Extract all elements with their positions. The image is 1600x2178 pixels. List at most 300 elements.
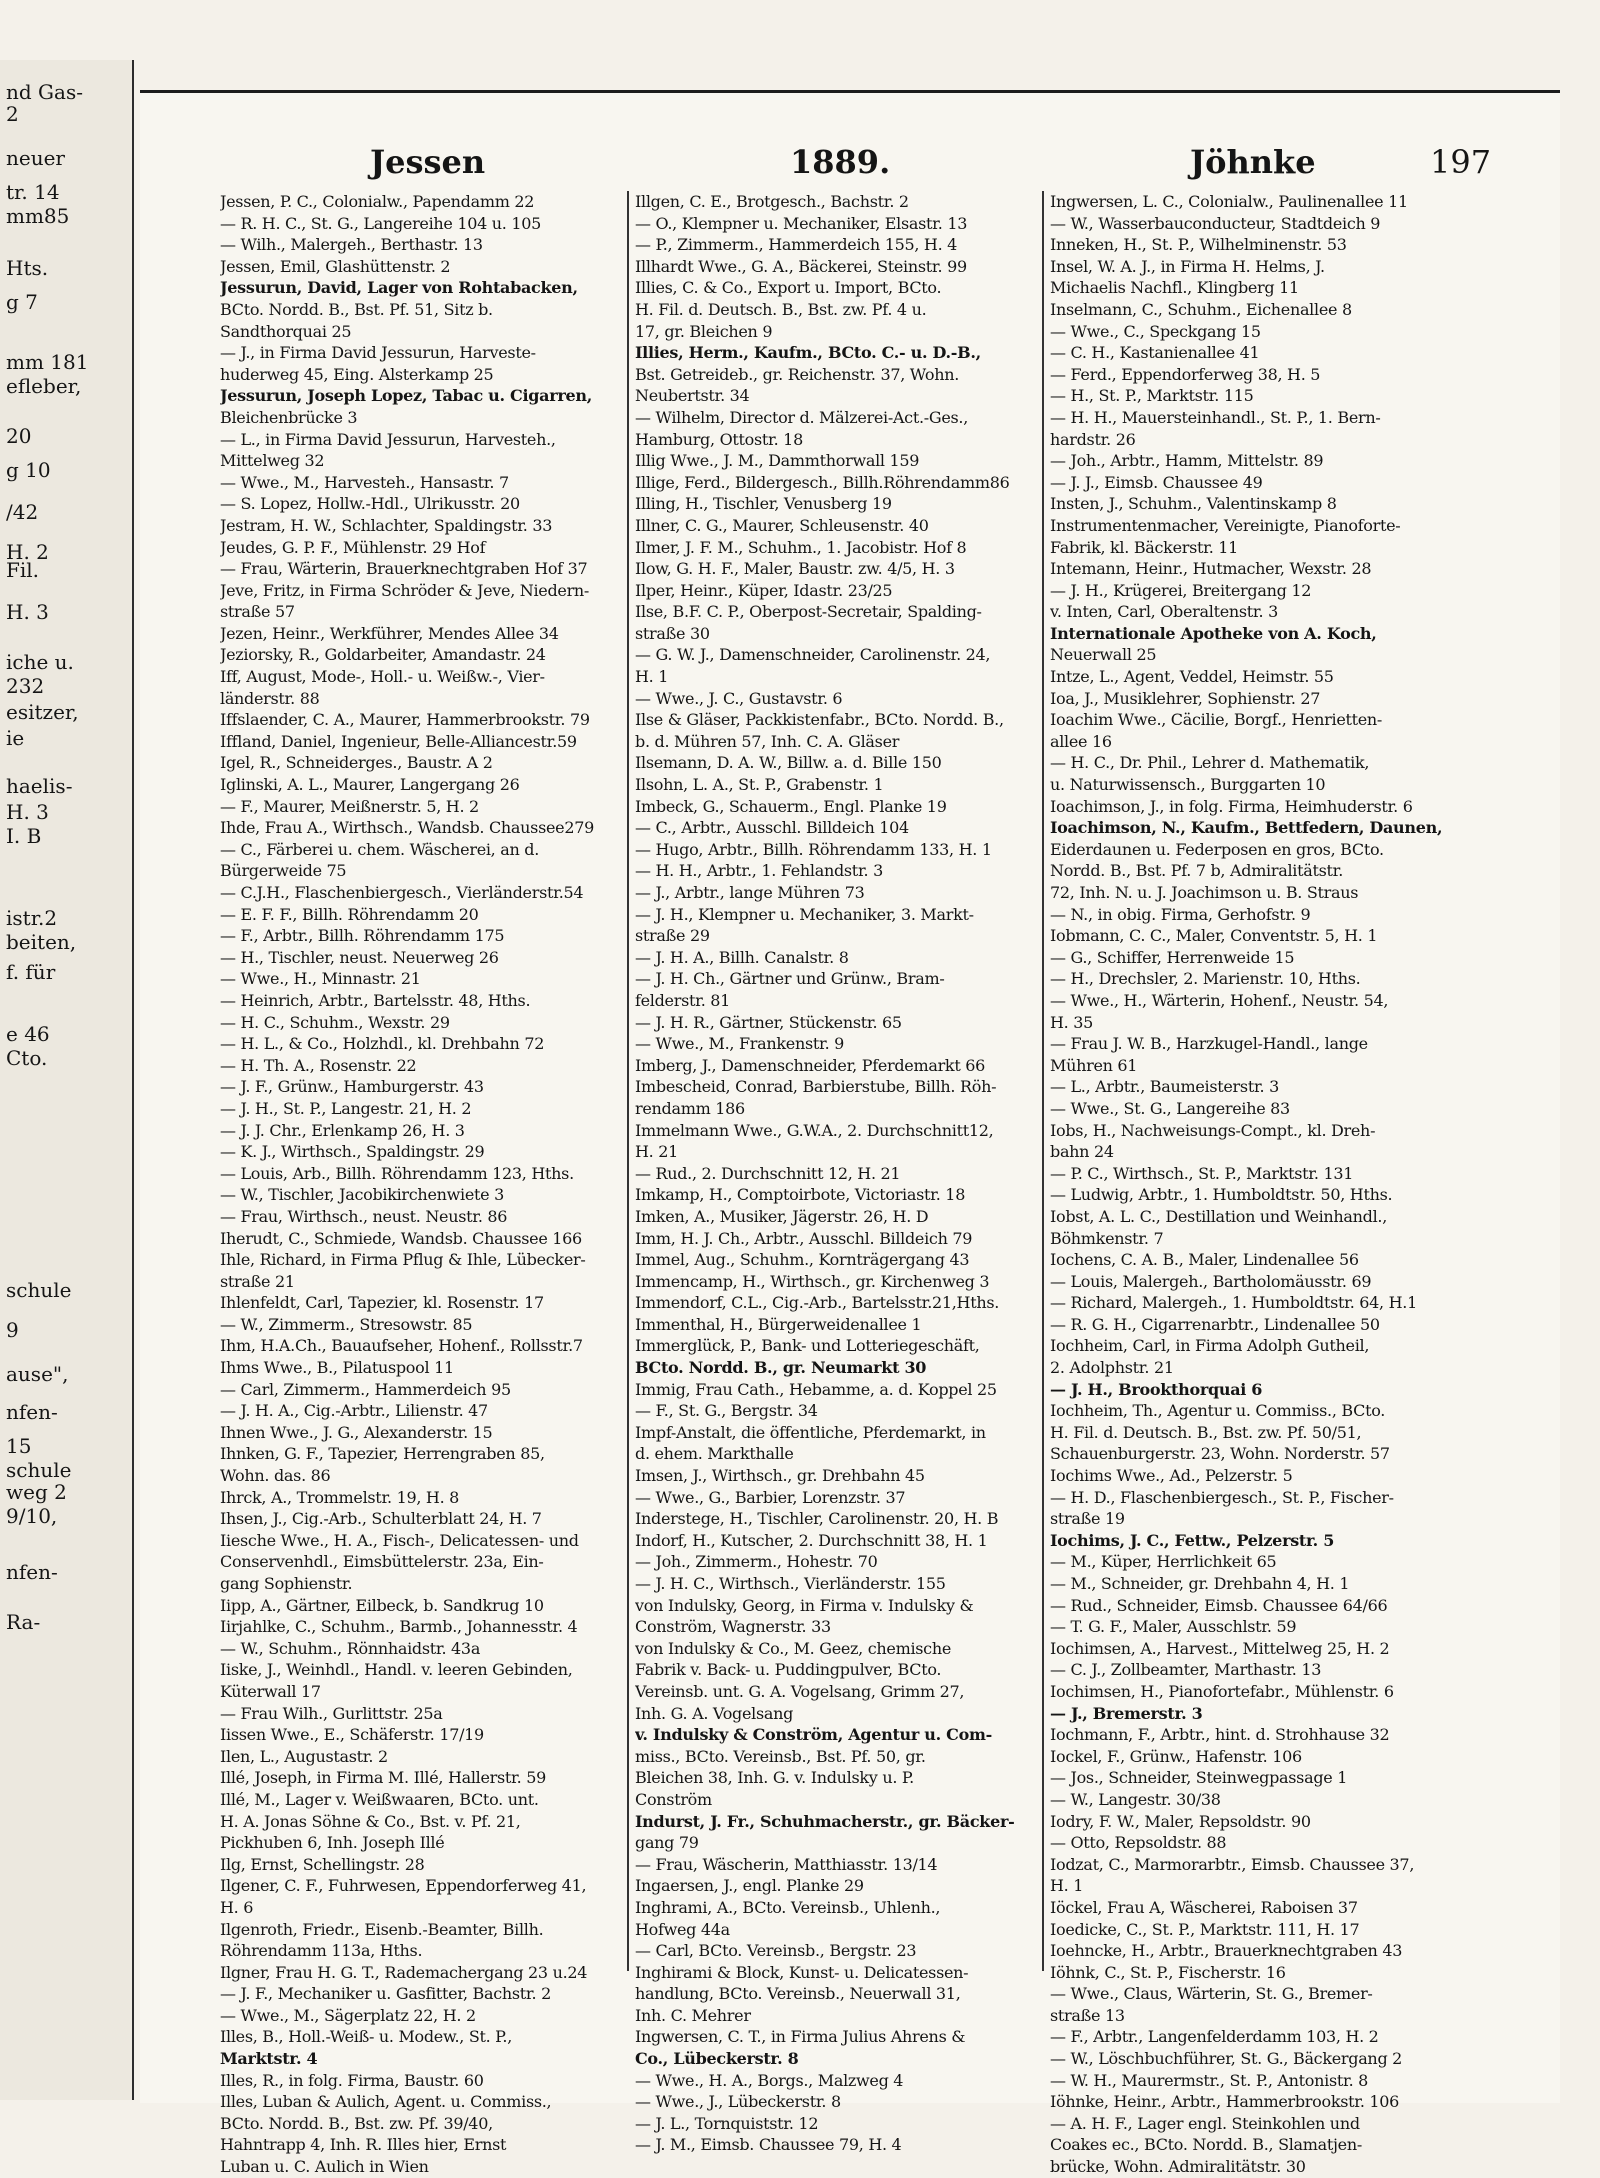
directory-entry-line: — Wwe., M., Frankenstr. 9	[635, 1034, 845, 1054]
directory-entry-line: Ingwersen, L. C., Colonialw., Paulinenallee 11	[1050, 192, 1408, 211]
directory-entry-line: — A. H. F., Lager engl. Steinkohlen und	[1050, 2113, 1360, 2133]
fragment-text: nd Gas-	[6, 80, 83, 104]
directory-entry-line: — K. J., Wirthsch., Spaldingstr. 29	[220, 1142, 485, 1162]
directory-entry-line: — J. L., Tornquiststr. 12	[635, 2113, 819, 2133]
directory-entry-line: — W., Wasserbauconducteur, Stadtdeich 9	[1050, 213, 1381, 233]
directory-entry-line: Ilse & Gläser, Packkistenfabr., BCto. Nordd. B.,	[635, 710, 1004, 730]
directory-entry-line: — Frau, Wäscherin, Matthiasstr. 13/14	[635, 1854, 938, 1874]
directory-entry-line: Conservenhdl., Eimsbüttelerstr. 23a, Ein-	[220, 1552, 544, 1572]
directory-entry-line: Iochmann, F., Arbtr., hint. d. Strohhause 32	[1050, 1725, 1390, 1745]
directory-entry-line: Iockel, F., Grünw., Hafenstr. 106	[1050, 1746, 1302, 1766]
directory-entry-line: Hamburg, Ottostr. 18	[635, 429, 803, 449]
directory-entry-line: 17, gr. Bleichen 9	[635, 321, 773, 341]
directory-entry-line: Iochheim, Th., Agentur u. Commiss., BCto.	[1050, 1401, 1386, 1421]
directory-entry-line: Ihnken, G. F., Tapezier, Herrengraben 85,	[220, 1444, 545, 1464]
directory-entry-line: v. Inten, Carl, Oberaltenstr. 3	[1050, 602, 1278, 622]
directory-entry-line: Marktstr. 4	[220, 2049, 318, 2069]
directory-entry-line: — P. C., Wirthsch., St. P., Marktstr. 131	[1050, 1163, 1354, 1183]
directory-entry-line: — C., Färberei u. chem. Wäscherei, an d.	[220, 839, 540, 859]
directory-entry-line: miss., BCto. Vereinsb., Bst. Pf. 50, gr.	[635, 1746, 926, 1766]
directory-entry-line: Insten, J., Schuhm., Valentinskamp 8	[1050, 494, 1337, 514]
directory-entry-line: Ilgner, Frau H. G. T., Rademachergang 23 u.24	[220, 1962, 588, 1982]
directory-entry-line: Neubertstr. 34	[635, 386, 750, 406]
fragment-text: Cto.	[6, 1046, 48, 1070]
directory-entry-line: BCto. Nordd. B., Bst. zw. Pf. 39/40,	[220, 2113, 493, 2133]
directory-entry-line: Bst. Getreideb., gr. Reichenstr. 37, Wohn.	[635, 364, 959, 384]
directory-entry-line: — O., Klempner u. Mechaniker, Elsastr. 13	[635, 213, 968, 233]
directory-entry-line: — Jos., Schneider, Steinwegpassage 1	[1050, 1768, 1348, 1788]
directory-entry-line: Imsen, J., Wirthsch., gr. Drehbahn 45	[635, 1466, 925, 1486]
directory-entry-line: Iherudt, C., Schmiede, Wandsb. Chaussee 166	[220, 1228, 582, 1248]
directory-entry-line: Inh. G. A. Vogelsang	[635, 1703, 794, 1723]
directory-entry-line: Inh. C. Mehrer	[635, 2005, 751, 2025]
directory-entry-line: 2. Adolphstr. 21	[1050, 1358, 1174, 1378]
directory-entry-line: Immelmann Wwe., G.W.A., 2. Durchschnitt12,	[635, 1120, 994, 1140]
directory-entry-line: — N., in obig. Firma, Gerhofstr. 9	[1050, 904, 1311, 924]
directory-entry-line: Ingaersen, J., engl. Planke 29	[635, 1876, 864, 1896]
directory-entry-line: — J. H. Ch., Gärtner und Grünw., Bram-	[635, 969, 945, 989]
directory-entry-line: Sandthorquai 25	[220, 321, 352, 341]
directory-entry-line: — Wwe., J., Lübeckerstr. 8	[635, 2092, 841, 2112]
directory-entry-line: — Wwe., G., Barbier, Lorenzstr. 37	[635, 1487, 906, 1507]
directory-entry-line: Ingwersen, C. T., in Firma Julius Ahrens &	[635, 2027, 966, 2047]
directory-entry-line: Fabrik, kl. Bäckerstr. 11	[1050, 537, 1239, 557]
directory-entry-line: — H., Drechsler, 2. Marienstr. 10, Hths.	[1050, 969, 1361, 989]
directory-entry-line: — M., Schneider, gr. Drehbahn 4, H. 1	[1050, 1574, 1350, 1593]
directory-entry-line: — S. Lopez, Hollw.-Hdl., Ulrikusstr. 20	[220, 494, 520, 514]
directory-entry-line: Mühren 61	[1050, 1055, 1138, 1075]
directory-entry-line: Jeziorsky, R., Goldarbeiter, Amandastr. 24	[220, 645, 546, 665]
directory-entry-line: Inselmann, C., Schuhm., Eichenallee 8	[1050, 299, 1352, 319]
directory-entry-line: Ilow, G. H. F., Maler, Baustr. zw. 4/5, H. 3	[635, 559, 955, 579]
page-number: 197	[1430, 143, 1492, 181]
directory-entry-line: — Louis, Arb., Billh. Röhrendamm 123, Hths.	[220, 1163, 574, 1183]
directory-entry-line: Imbescheid, Conrad, Barbierstube, Billh. Röh-	[635, 1077, 997, 1097]
directory-entry-line: — W., Zimmerm., Stresowstr. 85	[220, 1314, 473, 1334]
directory-entry-line: H. Fil. d. Deutsch. B., Bst. zw. Pf. 50/51,	[1050, 1422, 1362, 1442]
directory-entry-line: — J., in Firma David Jessurun, Harveste-	[220, 343, 536, 363]
directory-entry-line: Iffland, Daniel, Ingenieur, Belle-Alliancestr.59	[220, 731, 577, 751]
directory-entry-line: H. 1	[635, 667, 669, 687]
directory-entry-line: — Frau J. W. B., Harzkugel-Handl., lange	[1050, 1034, 1368, 1054]
directory-entry-line: Ilen, L., Augustastr. 2	[220, 1746, 388, 1766]
directory-entry-line: — C. J., Zollbeamter, Marthastr. 13	[1050, 1660, 1322, 1680]
fragment-text: /42	[6, 500, 39, 524]
directory-column-2	[635, 191, 1040, 2156]
directory-entry-line: Neuerwall 25	[1050, 645, 1157, 665]
directory-entry-line: Vereinsb. unt. G. A. Vogelsang, Grimm 27,	[635, 1681, 965, 1701]
fragment-text: 9	[6, 1318, 19, 1342]
fragment-text: iche u.	[6, 650, 74, 674]
left-column-heading: Jessen	[370, 143, 486, 181]
directory-entry-line: Jessurun, David, Lager von Rohtabacken,	[220, 278, 578, 298]
directory-entry-line: — Wilhelm, Director d. Mälzerei-Act.-Ges.,	[635, 407, 969, 427]
directory-entry-line: von Indulsky, Georg, in Firma v. Indulsky &	[635, 1595, 974, 1615]
directory-entry-line: — Hugo, Arbtr., Billh. Röhrendamm 133, H. 1	[635, 839, 992, 859]
directory-entry-line: — Wwe., H., Wärterin, Hohenf., Neustr. 54,	[1050, 990, 1389, 1010]
directory-entry-line: Iodzat, C., Marmorarbtr., Eimsb. Chaussee 37,	[1050, 1854, 1415, 1874]
fragment-text: Fil.	[6, 558, 40, 582]
column-divider	[1042, 191, 1044, 1971]
directory-entry-line: — W. H., Maurermstr., St. P., Antonistr. 8	[1050, 2070, 1369, 2090]
directory-entry-line: Ihrck, A., Trommelstr. 19, H. 8	[220, 1487, 460, 1507]
directory-entry-line: Inderstege, H., Tischler, Carolinenstr. 20, H. B	[635, 1509, 999, 1529]
directory-entry-line: — Carl, BCto. Vereinsb., Bergstr. 23	[635, 1941, 917, 1961]
directory-entry-line: Eiderdaunen u. Federposen en gros, BCto.	[1050, 839, 1384, 859]
directory-entry-line: Illé, M., Lager v. Weißwaaren, BCto. unt.	[220, 1789, 539, 1809]
directory-entry-line: — H. L., & Co., Holzhdl., kl. Drehbahn 72	[220, 1034, 545, 1054]
directory-entry-line: — Wwe., J. C., Gustavstr. 6	[635, 688, 843, 708]
fragment-text: 9/10,	[6, 1504, 58, 1528]
fragment-text: ause",	[6, 1362, 69, 1386]
directory-entry-line: — L., Arbtr., Baumeisterstr. 3	[1050, 1077, 1279, 1097]
directory-entry-line: — C. H., Kastanienallee 41	[1050, 343, 1260, 363]
directory-entry-line: Ihle, Richard, in Firma Pflug & Ihle, Lübecker-	[220, 1250, 586, 1270]
directory-entry-line: Illgen, C. E., Brotgesch., Bachstr. 2	[635, 192, 909, 211]
directory-entry-line: Iodry, F. W., Maler, Repsoldstr. 90	[1050, 1811, 1311, 1831]
fragment-text: g 7	[6, 290, 38, 314]
directory-entry-line: Ilse, B.F. C. P., Oberpost-Secretair, Spalding-	[635, 602, 982, 622]
directory-entry-line: Bürgerweide 75	[220, 861, 347, 881]
directory-entry-line: Iöhnk, C., St. P., Fischerstr. 16	[1050, 1962, 1286, 1982]
directory-entry-line: Iochimsen, A., Harvest., Mittelweg 25, H. 2	[1050, 1638, 1390, 1658]
fragment-text: nfen-	[6, 1560, 58, 1584]
right-column-heading: Jöhnke	[1190, 143, 1316, 181]
directory-entry-line: Imkamp, H., Comptoirbote, Victoriastr. 18	[635, 1185, 966, 1205]
directory-entry-line: v. Indulsky & Conström, Agentur u. Com-	[635, 1725, 992, 1745]
directory-entry-line: Iobst, A. L. C., Destillation und Weinhandl.,	[1050, 1206, 1388, 1226]
directory-entry-line: Inneken, H., St. P., Wilhelminenstr. 53	[1050, 235, 1347, 255]
directory-entry-line: — Wwe., M., Harvesteh., Hansastr. 7	[220, 472, 509, 492]
directory-entry-line: — Wwe., C., Speckgang 15	[1050, 321, 1261, 341]
directory-entry-line: Jeudes, G. P. F., Mühlenstr. 29 Hof	[220, 537, 486, 557]
directory-entry-line: — Carl, Zimmerm., Hammerdeich 95	[220, 1379, 511, 1399]
directory-entry-line: Imberg, J., Damenschneider, Pferdemarkt 66	[635, 1055, 985, 1075]
directory-entry-line: Ihsen, J., Cig.-Arb., Schulterblatt 24, H. 7	[220, 1509, 542, 1529]
fragment-text: neuer	[6, 146, 65, 170]
directory-entry-line: — J., Bremerstr. 3	[1050, 1703, 1203, 1723]
directory-entry-line: Conström	[635, 1789, 712, 1809]
directory-entry-line: Ilsemann, D. A. W., Billw. a. d. Bille 150	[635, 753, 942, 773]
directory-entry-line: Jessurun, Joseph Lopez, Tabac u. Cigarren,	[220, 386, 592, 406]
directory-entry-line: — J., Arbtr., lange Mühren 73	[635, 883, 865, 902]
directory-entry-line: Ilg, Ernst, Schellingstr. 28	[220, 1854, 425, 1874]
directory-entry-line: handlung, BCto. Vereinsb., Neuerwall 31,	[635, 1984, 961, 2004]
directory-entry-line: Immig, Frau Cath., Hebamme, a. d. Koppel 25	[635, 1379, 997, 1399]
directory-entry-line: — Frau, Wirthsch., neust. Neustr. 86	[220, 1206, 508, 1226]
directory-entry-line: — Rud., 2. Durchschnitt 12, H. 21	[635, 1163, 901, 1183]
directory-entry-line: straße 21	[220, 1271, 295, 1291]
directory-entry-line: Immenthal, H., Bürgerweidenallee 1	[635, 1314, 922, 1334]
fragment-text: ie	[6, 726, 25, 750]
directory-entry-line: d. ehem. Markthalle	[635, 1444, 794, 1464]
directory-entry-line: gang 79	[635, 1833, 699, 1853]
directory-entry-line: — L., in Firma David Jessurun, Harvesteh.,	[220, 429, 556, 449]
directory-entry-line: — M., Küper, Herrlichkeit 65	[1050, 1552, 1277, 1572]
directory-entry-line: Ioachimson, J., in folg. Firma, Heimhuderstr. 6	[1050, 796, 1413, 816]
directory-entry-line: Pickhuben 6, Inh. Joseph Illé	[220, 1833, 445, 1853]
directory-entry-line: Ilmer, J. F. M., Schuhm., 1. Jacobistr. Hof 8	[635, 537, 967, 557]
directory-entry-line: straße 30	[635, 623, 710, 643]
directory-entry-line: — G., Schiffer, Herrenweide 15	[1050, 947, 1295, 967]
directory-entry-line: Imm, H. J. Ch., Arbtr., Ausschl. Billdeich 79	[635, 1228, 973, 1248]
directory-entry-line: Immel, Aug., Schuhm., Kornträgergang 43	[635, 1250, 970, 1270]
directory-entry-line: brücke, Wohn. Admiralitätstr. 30	[1050, 2157, 1306, 2177]
column-divider	[627, 191, 629, 1971]
directory-entry-line: Imbeck, G., Schauerm., Engl. Planke 19	[635, 796, 947, 816]
directory-entry-line: Illé, Joseph, in Firma M. Illé, Hallerstr. 59	[220, 1768, 546, 1788]
directory-entry-line: — W., Löschbuchführer, St. G., Bäckergang 2	[1050, 2049, 1403, 2069]
directory-column-1	[220, 191, 625, 2178]
directory-entry-line: Ihms Wwe., B., Pilatuspool 11	[220, 1358, 454, 1378]
directory-entry-line: — W., Schuhm., Rönnhaidstr. 43a	[220, 1638, 481, 1658]
directory-entry-line: Ilsohn, L. A., St. P., Grabenstr. 1	[635, 775, 884, 795]
directory-entry-line: Jeve, Fritz, in Firma Schröder & Jeve, Niedern-	[220, 580, 590, 600]
directory-entry-line: — Wilh., Malergeh., Berthastr. 13	[220, 235, 483, 255]
directory-entry-line: — H. C., Dr. Phil., Lehrer d. Mathematik,	[1050, 753, 1370, 773]
directory-entry-line: — J. F., Grünw., Hamburgerstr. 43	[220, 1077, 484, 1097]
fragment-text: schule	[6, 1458, 72, 1482]
directory-entry-line: Röhrendamm 113a, Hths.	[220, 1941, 423, 1961]
fragment-text: H. 2	[6, 540, 49, 564]
directory-entry-line: — Rud., Schneider, Eimsb. Chaussee 64/66	[1050, 1595, 1388, 1615]
fragment-text: schule	[6, 1278, 72, 1302]
directory-entry-line: Ilper, Heinr., Küper, Idastr. 23/25	[635, 580, 893, 600]
previous-page-strip	[0, 60, 134, 2100]
directory-entry-line: — P., Zimmerm., Hammerdeich 155, H. 4	[635, 235, 958, 255]
directory-entry-line: Bleichenbrücke 3	[220, 407, 358, 427]
directory-entry-line: H. 1	[1050, 1876, 1084, 1896]
directory-entry-line: Inghirami & Block, Kunst- u. Delicatessen-	[635, 1962, 969, 1982]
directory-entry-line: — Joh., Zimmerm., Hohestr. 70	[635, 1552, 878, 1572]
directory-entry-line: Ihnen Wwe., J. G., Alexanderstr. 15	[220, 1422, 493, 1442]
directory-entry-line: H. Fil. d. Deutsch. B., Bst. zw. Pf. 4 u.	[635, 299, 927, 319]
directory-entry-line: b. d. Mühren 57, Inh. C. A. Gläser	[635, 731, 900, 751]
directory-entry-line: Iobmann, C. C., Maler, Conventstr. 5, H. 1	[1050, 926, 1378, 946]
directory-entry-line: Schauenburgerstr. 23, Wohn. Norderstr. 57	[1050, 1444, 1390, 1464]
directory-entry-line: länderstr. 88	[220, 688, 320, 708]
directory-entry-line: Immencamp, H., Wirthsch., gr. Kirchenweg 3	[635, 1271, 990, 1291]
directory-entry-line: Coakes ec., BCto. Nordd. B., Slamatjen-	[1050, 2135, 1362, 2155]
directory-entry-line: Internationale Apotheke von A. Koch,	[1050, 623, 1377, 643]
directory-entry-line: — Frau Wilh., Gurlittstr. 25a	[220, 1703, 443, 1723]
directory-entry-line: Iöckel, Frau A, Wäscherei, Raboisen 37	[1050, 1897, 1358, 1917]
directory-entry-line: Intze, L., Agent, Veddel, Heimstr. 55	[1050, 667, 1334, 687]
directory-entry-line: — J. M., Eimsb. Chaussee 79, H. 4	[635, 2135, 902, 2155]
directory-entry-line: BCto. Nordd. B., Bst. Pf. 51, Sitz b.	[220, 299, 493, 319]
fragment-text: mm 181	[6, 350, 89, 374]
directory-entry-line: — F., Maurer, Meißnerstr. 5, H. 2	[220, 796, 479, 816]
fragment-text: Ra-	[6, 1610, 41, 1634]
fragment-text: beiten,	[6, 930, 77, 954]
directory-entry-line: — H. Th. A., Rosenstr. 22	[220, 1055, 417, 1075]
directory-entry-line: — H. C., Schuhm., Wexstr. 29	[220, 1012, 450, 1032]
directory-entry-line: — Wwe., Claus, Wärterin, St. G., Bremer-	[1050, 1984, 1373, 2004]
directory-entry-line: — F., Arbtr., Billh. Röhrendamm 175	[220, 926, 505, 946]
directory-entry-line: Iochims Wwe., Ad., Pelzerstr. 5	[1050, 1466, 1293, 1486]
fragment-text: 20	[6, 424, 32, 448]
directory-entry-line: Iobs, H., Nachweisungs-Compt., kl. Dreh-	[1050, 1120, 1376, 1140]
directory-entry-line: Illig Wwe., J. M., Dammthorwall 159	[635, 451, 920, 471]
directory-entry-line: — J. H. A., Billh. Canalstr. 8	[635, 947, 849, 967]
fragment-text: esitzer,	[6, 700, 79, 724]
directory-entry-line: Michaelis Nachfl., Klingberg 11	[1050, 278, 1299, 298]
fragment-text: 2	[6, 102, 19, 126]
directory-entry-line: straße 13	[1050, 2005, 1125, 2025]
directory-entry-line: — J. J. Chr., Erlenkamp 26, H. 3	[220, 1120, 465, 1140]
directory-entry-line: Illing, H., Tischler, Venusberg 19	[635, 494, 892, 514]
directory-entry-line: straße 19	[1050, 1509, 1125, 1529]
directory-entry-line: Wohn. das. 86	[220, 1466, 331, 1486]
directory-entry-line: Böhmkenstr. 7	[1050, 1228, 1164, 1248]
directory-entry-line: — Otto, Repsoldstr. 88	[1050, 1833, 1227, 1853]
directory-entry-line: 72, Inh. N. u. J. Joachimson u. B. Straus	[1050, 883, 1359, 902]
directory-entry-line: — Ferd., Eppendorferweg 38, H. 5	[1050, 364, 1321, 384]
directory-entry-line: — T. G. F., Maler, Ausschlstr. 59	[1050, 1617, 1297, 1637]
directory-entry-line: — Wwe., H. A., Borgs., Malzweg 4	[635, 2070, 904, 2090]
directory-entry-line: Illies, C. & Co., Export u. Import, BCto.	[635, 278, 942, 298]
directory-entry-line: Fabrik v. Back- u. Puddingpulver, BCto.	[635, 1660, 942, 1680]
directory-entry-line: Hahntrapp 4, Inh. R. Illes hier, Ernst	[220, 2135, 507, 2155]
fragment-text: Hts.	[6, 256, 49, 280]
directory-entry-line: — H. D., Flaschenbiergesch., St. P., Fischer-	[1050, 1487, 1394, 1507]
directory-entry-line: Iffslaender, C. A., Maurer, Hammerbrookstr. 79	[220, 710, 590, 730]
directory-entry-line: Jessen, P. C., Colonialw., Papendamm 22	[220, 192, 535, 211]
directory-entry-line: huderweg 45, Eing. Alsterkamp 25	[220, 364, 494, 384]
directory-entry-line: Immerglück, P., Bank- und Lotteriegeschäft,	[635, 1336, 980, 1356]
directory-entry-line: Iochens, C. A. B., Maler, Lindenallee 56	[1050, 1250, 1359, 1270]
fragment-text: g 10	[6, 458, 51, 482]
directory-page	[140, 90, 1560, 2177]
directory-entry-line: Mittelweg 32	[220, 451, 325, 471]
directory-entry-line: hardstr. 26	[1050, 429, 1136, 449]
directory-entry-line: Iipp, A., Gärtner, Eilbeck, b. Sandkrug 10	[220, 1595, 544, 1615]
fragment-text: H. 3	[6, 800, 49, 824]
directory-entry-line: Indurst, J. Fr., Schuhmacherstr., gr. Bäcker-	[635, 1811, 1015, 1831]
directory-entry-line: — Louis, Malergeh., Bartholomäusstr. 69	[1050, 1271, 1372, 1291]
directory-entry-line: Ioa, J., Musiklehrer, Sophienstr. 27	[1050, 688, 1321, 708]
directory-entry-line: — J. H. C., Wirthsch., Vierländerstr. 155	[635, 1574, 946, 1593]
fragment-text: H. 3	[6, 600, 49, 624]
directory-entry-line: — R. G. H., Cigarrenarbtr., Lindenallee 50	[1050, 1314, 1380, 1334]
directory-entry-line: — W., Langestr. 30/38	[1050, 1789, 1221, 1809]
directory-entry-line: Indorf, H., Kutscher, 2. Durchschnitt 38, H. 1	[635, 1530, 988, 1550]
directory-entry-line: Intemann, Heinr., Hutmacher, Wexstr. 28	[1050, 559, 1372, 579]
directory-entry-line: Ioedicke, C., St. P., Marktstr. 111, H. 17	[1050, 1919, 1360, 1939]
directory-entry-line: Conström, Wagnerstr. 33	[635, 1617, 831, 1637]
directory-entry-line: Ihlenfeldt, Carl, Tapezier, kl. Rosenstr. 17	[220, 1293, 544, 1313]
directory-entry-line: — Ludwig, Arbtr., 1. Humboldtstr. 50, Hths.	[1050, 1185, 1393, 1205]
directory-entry-line: — Frau, Wärterin, Brauerknechtgraben Hof 37	[220, 559, 588, 579]
fragment-text: efleber,	[6, 374, 82, 398]
fragment-text: 15	[6, 1434, 32, 1458]
directory-entry-line: — F., St. G., Bergstr. 34	[635, 1401, 818, 1421]
directory-entry-line: — E. F. F., Billh. Röhrendamm 20	[220, 904, 479, 924]
directory-entry-line: — F., Arbtr., Langenfelderdamm 103, H. 2	[1050, 2027, 1379, 2047]
fragment-text: weg 2	[6, 1480, 67, 1504]
directory-entry-line: Iirjahlke, C., Schuhm., Barmb., Johannesstr. 4	[220, 1617, 578, 1637]
directory-entry-line: Iöhnke, Heinr., Arbtr., Hammerbrookstr. 106	[1050, 2092, 1400, 2112]
directory-entry-line: Illes, R., in folg. Firma, Baustr. 60	[220, 2070, 484, 2090]
directory-entry-line: — G. W. J., Damenschneider, Carolinenstr. 24,	[635, 645, 991, 665]
directory-entry-line: — Joh., Arbtr., Hamm, Mittelstr. 89	[1050, 451, 1324, 471]
directory-entry-line: Ioehncke, H., Arbtr., Brauerknechtgraben 43	[1050, 1941, 1403, 1961]
directory-entry-line: Ioachim Wwe., Cäcilie, Borgf., Henrietten-	[1050, 710, 1383, 730]
directory-entry-line: Illes, Luban & Aulich, Agent. u. Commiss.,	[220, 2092, 552, 2112]
directory-entry-line: Iochims, J. C., Fettw., Pelzerstr. 5	[1050, 1530, 1335, 1550]
directory-entry-line: — Wwe., M., Sägerplatz 22, H. 2	[220, 2005, 476, 2025]
directory-entry-line: — Wwe., St. G., Langereihe 83	[1050, 1098, 1290, 1118]
directory-entry-line: Instrumentenmacher, Vereinigte, Pianoforte-	[1050, 515, 1401, 535]
directory-entry-line: Bleichen 38, Inh. G. v. Indulsky u. P.	[635, 1768, 914, 1788]
fragment-text: haelis-	[6, 774, 73, 798]
directory-entry-line: — J. H., Klempner u. Mechaniker, 3. Markt-	[635, 904, 974, 924]
directory-entry-line: — J. H., St. P., Langestr. 21, H. 2	[220, 1098, 472, 1118]
directory-entry-line: gang Sophienstr.	[220, 1574, 353, 1593]
directory-entry-line: Ilgener, C. F., Fuhrwesen, Eppendorferweg 41,	[220, 1876, 587, 1896]
directory-entry-line: Iissen Wwe., E., Schäferstr. 17/19	[220, 1725, 484, 1745]
fragment-text: f. für	[6, 960, 56, 984]
directory-entry-line: u. Naturwissensch., Burggarten 10	[1050, 775, 1326, 795]
directory-entry-line: Illner, C. G., Maurer, Schleusenstr. 40	[635, 515, 929, 535]
directory-entry-line: Ihm, H.A.Ch., Bauaufseher, Hohenf., Rollsstr.7	[220, 1336, 583, 1356]
directory-entry-line: Impf-Anstalt, die öffentliche, Pferdemarkt, in	[635, 1422, 986, 1442]
directory-entry-line: Insel, W. A. J., in Firma H. Helms, J.	[1050, 256, 1325, 276]
directory-entry-line: Nordd. B., Bst. Pf. 7 b, Admiralitätstr.	[1050, 861, 1344, 881]
directory-entry-line: Jezen, Heinr., Werkführer, Mendes Allee 34	[220, 623, 559, 643]
directory-entry-line: — W., Tischler, Jacobikirchenwiete 3	[220, 1185, 504, 1205]
fragment-text: tr. 14	[6, 180, 60, 204]
fragment-text: I. B	[6, 824, 42, 848]
directory-entry-line: Igel, R., Schneiderges., Baustr. A 2	[220, 753, 493, 773]
directory-entry-line: Illies, Herm., Kaufm., BCto. C.- u. D.-B.,	[635, 343, 981, 363]
directory-entry-line: — J. J., Eimsb. Chaussee 49	[1050, 472, 1263, 492]
directory-entry-line: Iiske, J., Weinhdl., Handl. v. leeren Gebinden,	[220, 1660, 573, 1680]
directory-column-3	[1050, 191, 1510, 2178]
directory-entry-line: Inghrami, A., BCto. Vereinsb., Uhlenh.,	[635, 1897, 941, 1917]
directory-entry-line: rendamm 186	[635, 1098, 745, 1118]
directory-entry-line: bahn 24	[1050, 1142, 1114, 1162]
directory-entry-line: — R. H. C., St. G., Langereihe 104 u. 105	[220, 213, 542, 233]
directory-entry-line: Jestram, H. W., Schlachter, Spaldingstr. 33	[220, 515, 553, 535]
directory-entry-line: Imken, A., Musiker, Jägerstr. 26, H. D	[635, 1206, 929, 1226]
directory-entry-line: Iochimsen, H., Pianofortefabr., Mühlenstr. 6	[1050, 1681, 1394, 1701]
directory-entry-line: — C., Arbtr., Ausschl. Billdeich 104	[635, 818, 909, 838]
directory-entry-line: Luban u. C. Aulich in Wien	[220, 2157, 429, 2177]
directory-entry-line: — J. H., Brookthorquai 6	[1050, 1379, 1263, 1399]
fragment-text: istr.2	[6, 906, 58, 930]
directory-entry-line: Iglinski, A. L., Maurer, Langergang 26	[220, 775, 520, 795]
directory-entry-line: von Indulsky & Co., M. Geez, chemische	[635, 1638, 952, 1658]
directory-entry-line: felderstr. 81	[635, 990, 731, 1010]
fragment-text: mm85	[6, 204, 70, 228]
directory-entry-line: Ihde, Frau A., Wirthsch., Wandsb. Chaussee279	[220, 818, 594, 838]
directory-entry-line: — Richard, Malergeh., 1. Humboldtstr. 64, H.1	[1050, 1293, 1417, 1313]
directory-entry-line: allee 16	[1050, 731, 1112, 751]
directory-entry-line: H. 6	[220, 1897, 254, 1917]
directory-entry-line: Küterwall 17	[220, 1681, 321, 1701]
directory-entry-line: — H., Tischler, neust. Neuerweg 26	[220, 947, 499, 967]
directory-entry-line: Iiesche Wwe., H. A., Fisch-, Delicatessen- und	[220, 1530, 579, 1550]
directory-entry-line: Hofweg 44a	[635, 1919, 730, 1939]
fragment-text: 232	[6, 674, 45, 698]
directory-entry-line: — H. H., Mauersteinhandl., St. P., 1. Bern-	[1050, 407, 1381, 427]
directory-entry-line: straße 29	[635, 926, 710, 946]
directory-entry-line: BCto. Nordd. B., gr. Neumarkt 30	[635, 1358, 927, 1378]
directory-entry-line: Immendorf, C.L., Cig.-Arb., Bartelsstr.21,Hths.	[635, 1293, 1000, 1313]
directory-entry-line: H. 35	[1050, 1012, 1093, 1032]
directory-entry-line: straße 57	[220, 602, 295, 622]
